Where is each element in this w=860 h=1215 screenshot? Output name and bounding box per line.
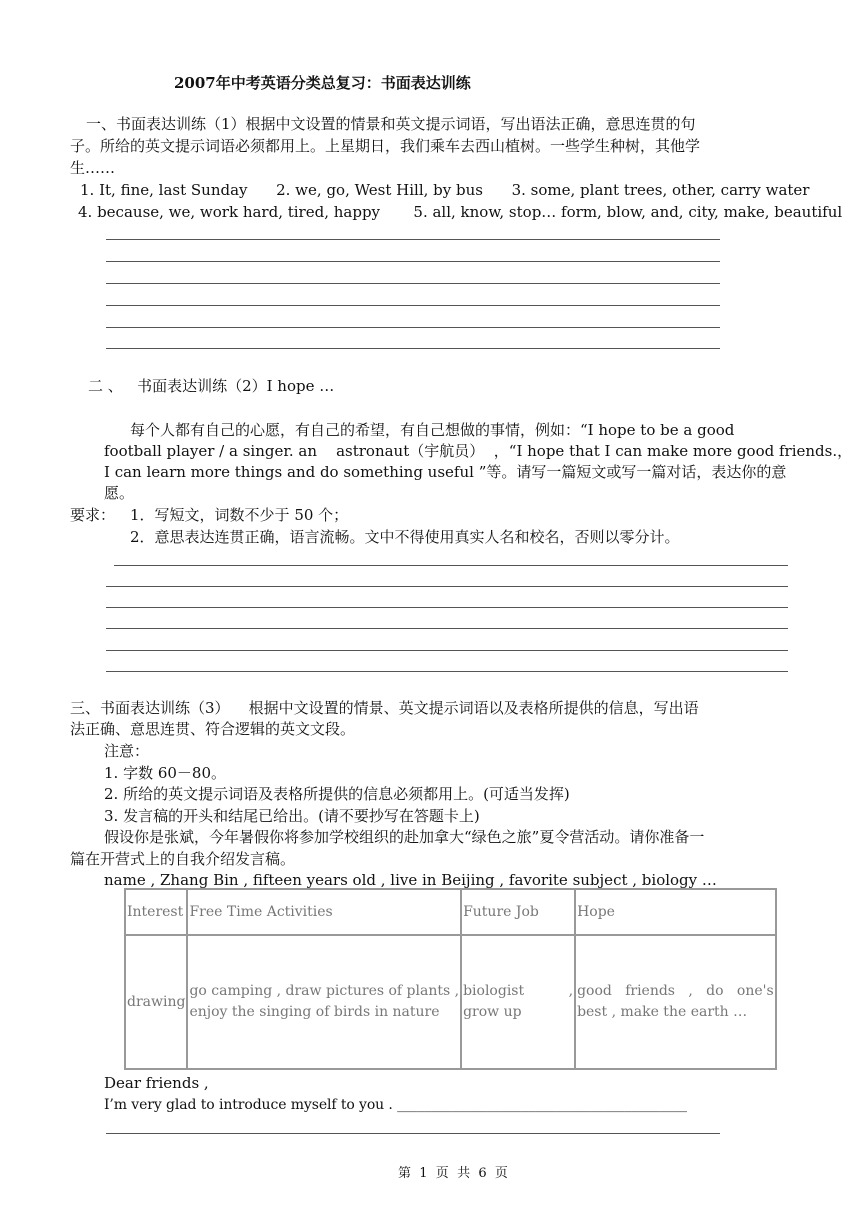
answer-line bbox=[106, 239, 720, 240]
section2-paragraph-line4: 愿。 bbox=[104, 484, 135, 502]
table-header-row bbox=[125, 889, 776, 935]
activities-line: enjoy the singing of birds in nature bbox=[189, 1004, 440, 1020]
section3-scenario-line2: 篇在开营式上的自我介绍发言稿。 bbox=[70, 850, 296, 868]
job-line: grow up bbox=[463, 1004, 522, 1020]
info-table bbox=[124, 888, 777, 1070]
section2-requirement-2: 2．意思表达连贯正确，语言流畅。文中不得使用真实人名和校名，否则以零分计。 bbox=[130, 528, 680, 546]
page-footer: 第 1 页 共 6 页 bbox=[398, 1166, 508, 1181]
job-line: biologist , bbox=[463, 983, 574, 999]
table-header-cell: Future Job bbox=[461, 889, 575, 935]
section3-instruction-line2: 法正确、意思连贯、符合逻辑的英文文段。 bbox=[70, 720, 356, 738]
table-cell-job bbox=[461, 935, 575, 1069]
table-cell-hope bbox=[575, 935, 776, 1069]
activities-line: go camping , draw pictures of plants , bbox=[189, 983, 460, 999]
answer-line bbox=[106, 628, 788, 629]
table-cell-activities bbox=[187, 935, 461, 1069]
section2-paragraph-line3: I can learn more things and do something useful ”等。请写一篇短文或写一篇对话，表达你的意 bbox=[104, 463, 787, 481]
section3-note-label: 注意： bbox=[104, 742, 150, 760]
section1-hints-line2: 4. because, we, work hard, tired, happy 5. all, know, stop… form, blow, and, city, make, beautiful bbox=[78, 203, 843, 221]
hope-line: good friends , do one's bbox=[577, 983, 774, 999]
answer-line bbox=[106, 261, 720, 262]
section2-requirements-label: 要求： bbox=[70, 506, 116, 524]
section1-instruction-line2: 子。所给的英文提示词语必须都用上。上星期日，我们乘车去西山植树。一些学生种树，其他学 bbox=[70, 137, 701, 155]
table-header-cell: Interest bbox=[125, 889, 187, 935]
table-header-cell: Free Time Activities bbox=[187, 889, 461, 935]
section1-instruction-line3: 生…… bbox=[70, 159, 116, 177]
answer-line bbox=[106, 650, 788, 651]
letter-intro: I’m very glad to introduce myself to you . __________________________________________ bbox=[104, 1097, 687, 1113]
answer-line bbox=[106, 586, 788, 587]
answer-line bbox=[106, 348, 720, 349]
section3-note-1: 1. 字数 60－80。 bbox=[104, 764, 227, 782]
table-cell-interest: drawing bbox=[125, 935, 187, 1069]
section2-paragraph-line1: 每个人都有自己的心愿，有自己的希望，有自己想做的事情，例如：“I hope to be a good bbox=[130, 421, 735, 439]
section3-scenario-line1: 假设你是张斌，今年暑假你将参加学校组织的赴加拿大“绿色之旅”夏令营活动。请你准备一 bbox=[104, 828, 705, 846]
answer-line bbox=[106, 1133, 720, 1134]
hope-line: best , make the earth … bbox=[577, 1004, 748, 1020]
table-header-cell: Hope bbox=[575, 889, 776, 935]
section1-hints-line1: 1. It, fine, last Sunday 2. we, go, West Hill, by bus 3. some, plant trees, other, carry water bbox=[80, 181, 810, 199]
section2-requirement-1: 1．写短文，词数不少于 50 个； bbox=[130, 506, 349, 524]
answer-line bbox=[106, 327, 720, 328]
answer-line bbox=[106, 671, 788, 672]
table-row bbox=[125, 935, 776, 1069]
section3-note-2: 2. 所给的英文提示词语及表格所提供的信息必须都用上。(可适当发挥) bbox=[104, 785, 570, 803]
answer-line bbox=[106, 305, 720, 306]
letter-greeting: Dear friends , bbox=[104, 1074, 209, 1092]
page-title: 2007年中考英语分类总复习：书面表达训练 bbox=[174, 74, 471, 92]
section2-paragraph-line2: football player / a singer. an astronaut（宇航员） ，“I hope that I can make more good friends.， bbox=[104, 442, 853, 460]
section1-instruction-line1: 一、书面表达训练（1）根据中文设置的情景和英文提示词语，写出语法正确，意思连贯的句 bbox=[86, 115, 696, 133]
answer-line bbox=[106, 607, 788, 608]
section2-heading: 二 、 书面表达训练（2）I hope … bbox=[88, 377, 335, 395]
answer-line bbox=[106, 283, 720, 284]
section3-keywords: name , Zhang Bin , fifteen years old , live in Beijing , favorite subject , biology … bbox=[104, 871, 717, 889]
section3-instruction-line1: 三、书面表达训练（3） 根据中文设置的情景、英文提示词语以及表格所提供的信息，写出语 bbox=[70, 699, 699, 717]
answer-line bbox=[114, 565, 788, 566]
section3-note-3: 3. 发言稿的开头和结尾已给出。(请不要抄写在答题卡上) bbox=[104, 807, 480, 825]
